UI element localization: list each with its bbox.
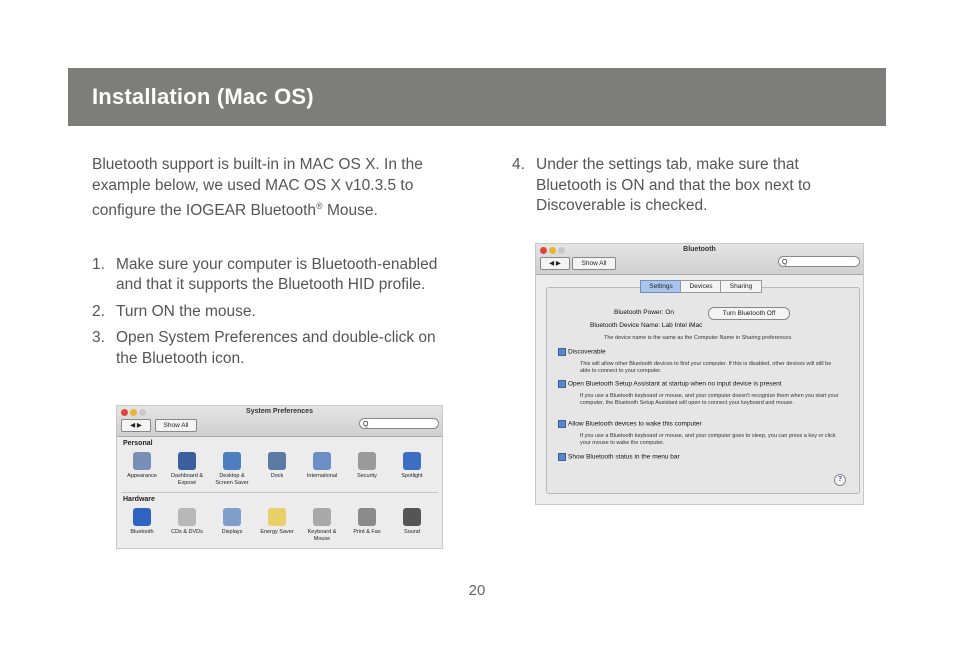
pref-pane-label: Dock (270, 473, 284, 479)
pref-pane-item[interactable] (211, 452, 253, 487)
setup-assistant-checkbox[interactable] (558, 380, 566, 388)
security-icon (358, 452, 376, 470)
step-number: 1. (92, 255, 105, 273)
pref-pane-label: Sound (404, 529, 420, 535)
setup-assistant-note: If you use a Bluetooth keyboard or mouse, and your computer doesn't recognize them when you start your computer, the Bluetooth Setup Assistant will open to connect your keyboard and mouse. (580, 393, 839, 406)
step-text: Turn ON the mouse. (116, 302, 256, 320)
pref-pane-item[interactable] (166, 452, 208, 487)
right-column (512, 155, 842, 223)
pref-pane-label: International (306, 473, 338, 479)
turn-bluetooth-off-button[interactable]: Turn Bluetooth Off (708, 307, 790, 320)
page-number: 20 (468, 582, 486, 599)
dashboard-expose-icon (178, 452, 196, 470)
pref-pane-label: Bluetooth (130, 529, 154, 535)
pref-pane-item[interactable] (301, 452, 343, 480)
help-icon[interactable]: ? (834, 474, 846, 486)
window-title: System Preferences (246, 408, 313, 415)
international-icon (313, 452, 331, 470)
search-input[interactable]: Q (359, 418, 439, 429)
discoverable-label: Discoverable (568, 348, 606, 356)
spotlight-icon (403, 452, 421, 470)
step-text: Make sure your computer is Bluetooth-enabled and that it supports the Bluetooth HID profile. (116, 255, 438, 294)
show-all-button[interactable]: Show All (155, 419, 197, 432)
pref-pane-label: Desktop & Screen Saver (215, 473, 249, 486)
pref-pane-label: Spotlight (401, 473, 423, 479)
step-text: Under the settings tab, make sure that Bluetooth is ON and that the box next to Discoverable is checked. (536, 156, 811, 214)
intro-text-end: Mouse. (322, 202, 378, 220)
wake-computer-note: If you use a Bluetooth keyboard or mouse, and your computer goes to sleep, you can press a key or click your mouse to wake the computer. (580, 433, 836, 446)
pref-pane-item[interactable] (301, 508, 343, 543)
step-item (512, 155, 842, 217)
device-name-note: The device name is the same as the Computer Name in Sharing preferences. (604, 335, 793, 341)
print-fax-icon (358, 508, 376, 526)
pref-pane-item[interactable] (256, 452, 298, 480)
window-toolbar (536, 244, 863, 275)
back-forward-button[interactable] (540, 257, 570, 270)
back-arrow-icon: ◀ (130, 422, 136, 429)
appearance-icon (133, 452, 151, 470)
step-number: 2. (92, 302, 105, 320)
back-forward-button[interactable] (121, 419, 151, 432)
pref-pane-label: Appearance (127, 473, 157, 479)
bluetooth-icon (133, 508, 151, 526)
pref-pane-item[interactable] (166, 508, 208, 536)
wake-computer-option[interactable] (558, 420, 702, 428)
dock-icon (268, 452, 286, 470)
section-label: Hardware (123, 496, 155, 503)
keyboard-mouse-icon (313, 508, 331, 526)
pref-pane-item[interactable] (121, 508, 163, 536)
pref-pane-label: Dashboard & Exposé (170, 473, 204, 486)
step-item (92, 255, 452, 296)
show-all-button[interactable]: Show All (572, 257, 616, 270)
settings-panel (546, 287, 860, 494)
discoverable-option[interactable] (558, 348, 606, 356)
step-text: Open System Preferences and double-click on the Bluetooth icon. (116, 329, 436, 367)
pref-pane-label: Displays (221, 529, 243, 535)
step-item (92, 302, 452, 323)
pref-pane-item[interactable] (346, 508, 388, 536)
pref-pane-item[interactable] (211, 508, 253, 536)
window-toolbar (117, 406, 442, 437)
bluetooth-window (535, 243, 864, 505)
left-column (92, 155, 452, 375)
menu-bar-status-label: Show Bluetooth status in the menu bar (568, 453, 680, 461)
device-name-label: Bluetooth Device Name: Lab Intel iMac (590, 322, 703, 329)
wake-computer-label: Allow Bluetooth devices to wake this computer (568, 420, 702, 428)
intro-text: Bluetooth support is built-in in MAC OS X. In the example below, we used MAC OS X v10.3.5 to configure the IOGEAR Bluetooth (92, 156, 423, 220)
displays-icon (223, 508, 241, 526)
forward-arrow-icon: ▶ (555, 260, 561, 267)
wake-computer-checkbox[interactable] (558, 420, 566, 428)
pref-pane-item[interactable] (256, 508, 298, 536)
steps-list (92, 255, 452, 370)
pref-pane-label: Security (357, 473, 377, 479)
pref-pane-label: Keyboard & Mouse (307, 529, 337, 542)
pref-pane-item[interactable] (346, 452, 388, 480)
sound-icon (403, 508, 421, 526)
intro-paragraph (92, 155, 452, 222)
section-label: Personal (123, 440, 153, 447)
search-input[interactable]: Q (778, 256, 860, 267)
tab-sharing[interactable]: Sharing (720, 280, 762, 293)
step-item (92, 328, 452, 369)
forward-arrow-icon: ▶ (136, 422, 142, 429)
setup-assistant-option[interactable] (558, 380, 782, 388)
energy-saver-icon (268, 508, 286, 526)
menu-bar-status-option[interactable] (558, 453, 680, 461)
step-number: 3. (92, 329, 105, 347)
desktop-screensaver-icon (223, 452, 241, 470)
header-bar (68, 68, 886, 126)
back-arrow-icon: ◀ (549, 260, 555, 267)
discoverable-checkbox[interactable] (558, 348, 566, 356)
cds-dvds-icon (178, 508, 196, 526)
page-title: Installation (Mac OS) (92, 84, 314, 109)
pref-pane-label: Energy Saver (260, 529, 294, 535)
steps-list-continued (512, 155, 842, 217)
tab-settings[interactable]: Settings (640, 280, 682, 293)
pref-pane-item[interactable] (121, 452, 163, 480)
step-number: 4. (512, 156, 525, 173)
bluetooth-power-label: Bluetooth Power: On (614, 309, 674, 316)
menu-bar-status-checkbox[interactable] (558, 453, 566, 461)
window-title: Bluetooth (683, 246, 716, 253)
discoverable-note: This will allow other Bluetooth devices to find your computer. If this is disabled, other devices will still be able to connect to your computer. (580, 361, 832, 374)
section-divider (121, 492, 438, 493)
pref-pane-item[interactable] (391, 452, 433, 480)
pref-pane-label: CDs & DVDs (171, 529, 203, 535)
setup-assistant-label: Open Bluetooth Setup Assistant at startup when no input device is present (568, 380, 782, 388)
system-preferences-window (116, 405, 443, 549)
pref-pane-item[interactable] (391, 508, 433, 536)
tab-devices[interactable]: Devices (680, 280, 722, 293)
pref-pane-label: Print & Fax (353, 529, 381, 535)
registered-mark: ® (316, 201, 323, 211)
